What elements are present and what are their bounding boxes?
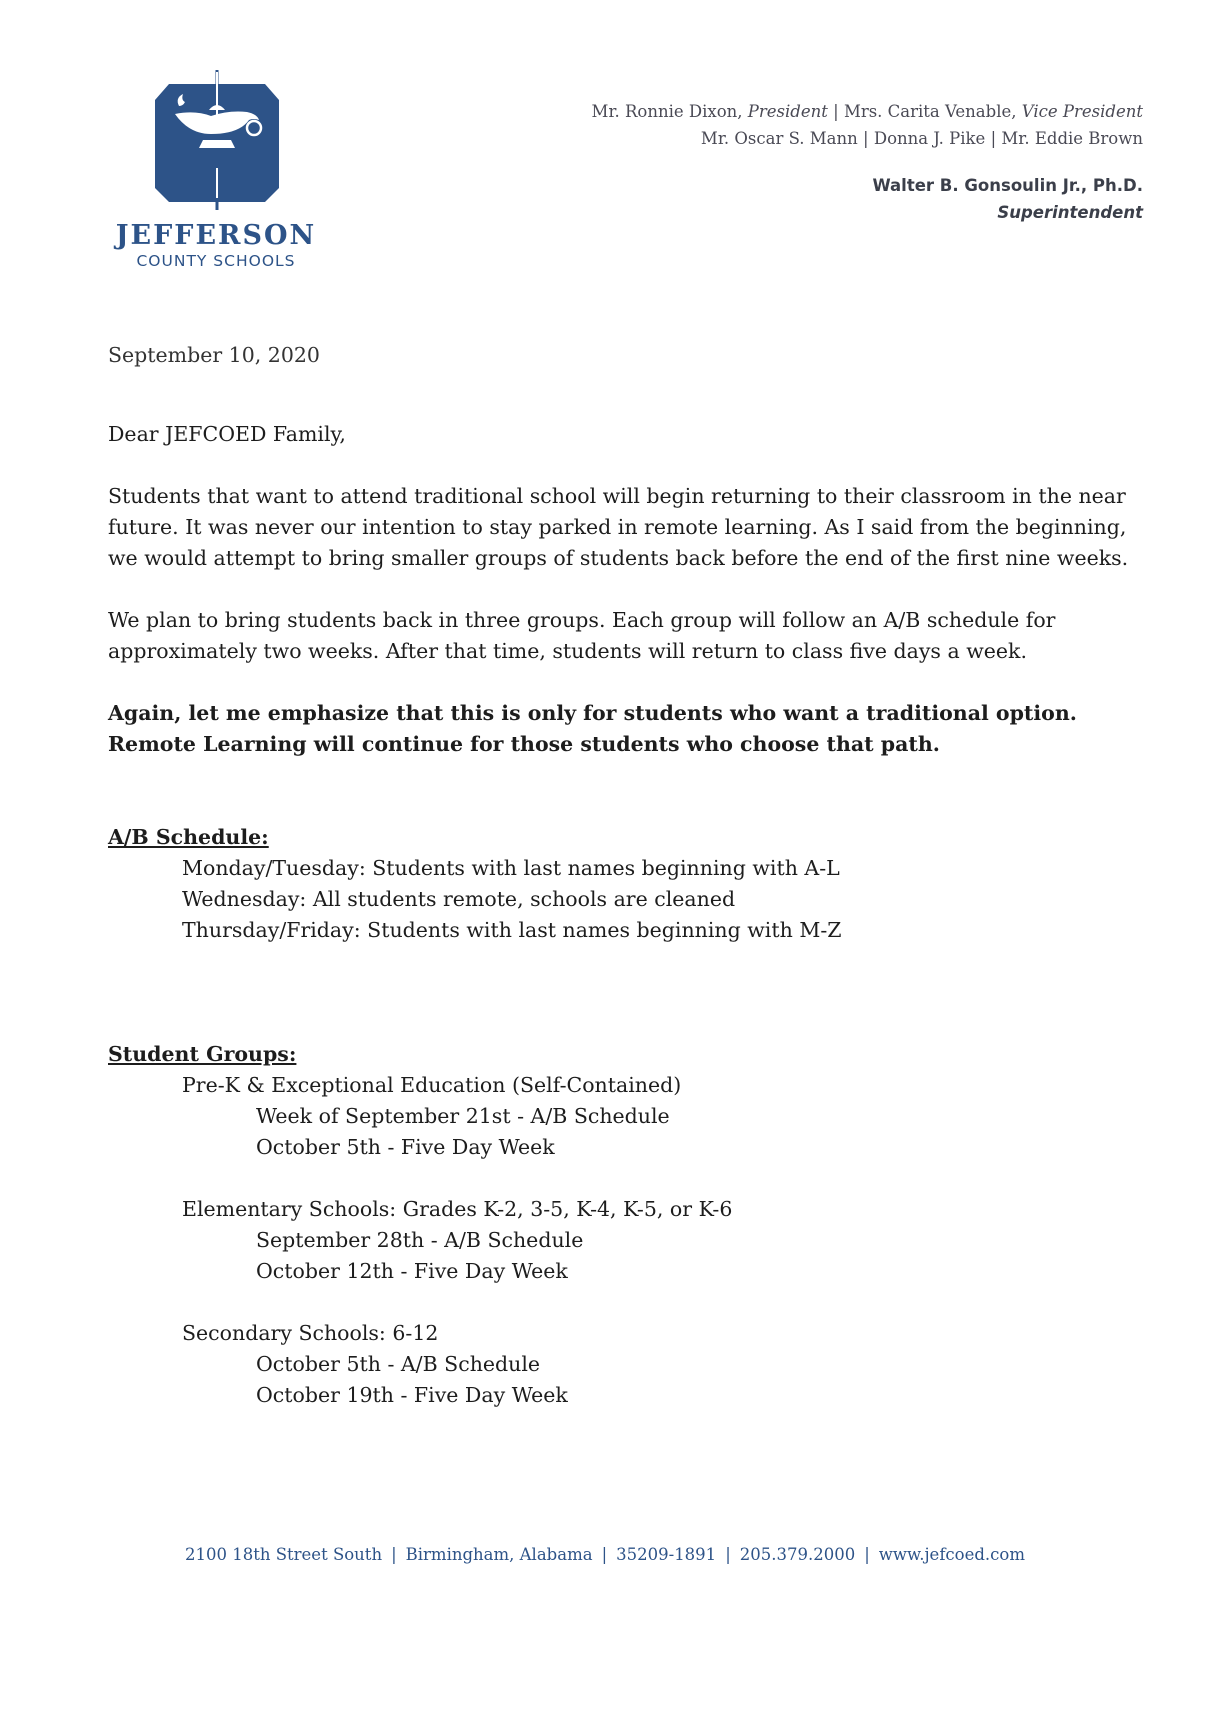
salutation: Dear JEFCOED Family, <box>108 422 346 446</box>
ab-schedule-heading: A/B Schedule: <box>108 825 269 849</box>
ab-schedule-item: Monday/Tuesday: Students with last names beginning with A-L <box>182 856 840 880</box>
separator: | <box>725 1545 731 1564</box>
separator: | <box>833 102 839 121</box>
paragraph-1: Students that want to attend traditional school will begin returning to their classroom in the near future. It was never our intention to stay parked in remote learning. As I said from the beginning, we would attempt to bring smaller groups of students back before the end of the first nine weeks. <box>108 484 1129 570</box>
group-date: Week of September 21st - A/B Schedule <box>256 1104 670 1128</box>
separator: | <box>990 129 997 148</box>
board-member-name: Donna J. Pike <box>873 129 986 148</box>
board-member-name: Mr. Oscar S. Mann <box>700 129 858 148</box>
board-line-2 <box>592 125 1143 152</box>
superintendent-name: Walter B. Gonsoulin Jr., Ph.D. <box>872 176 1143 195</box>
footer-zip: 35209-1891 <box>616 1545 717 1564</box>
paragraph-2: We plan to bring students back in three groups. Each group will follow an A/B schedule for approximately two weeks. After that time, students will return to class five days a week. <box>108 608 1056 663</box>
ab-schedule-item: Wednesday: All students remote, schools are cleaned <box>182 887 736 911</box>
group-name: Secondary Schools: 6-12 <box>182 1321 439 1345</box>
group-date: October 5th - A/B Schedule <box>256 1352 541 1376</box>
board-member-name: Mrs. Carita Venable, <box>843 102 1017 121</box>
ab-schedule-item: Thursday/Friday: Students with last names beginning with M-Z <box>182 918 842 942</box>
board-member-name: Mr. Ronnie Dixon, <box>591 102 743 121</box>
group-date: October 12th - Five Day Week <box>256 1259 568 1283</box>
logo-subtitle: COUNTY SCHOOLS <box>136 252 296 270</box>
paragraph-emphasis: Again, let me emphasize that this is only for students who want a traditional option. Remote Learning will continue for those students who choose that path. <box>108 701 1077 756</box>
student-groups-heading: Student Groups: <box>108 1042 297 1066</box>
group-date: September 28th - A/B Schedule <box>256 1228 584 1252</box>
group-date: October 19th - Five Day Week <box>256 1383 568 1407</box>
board-members <box>592 98 1143 152</box>
letter-body <box>108 340 1158 1411</box>
superintendent-title: Superintendent <box>997 203 1143 222</box>
board-member-title: President <box>747 102 828 121</box>
separator: | <box>391 1545 397 1564</box>
board-member-title: Vice President <box>1021 102 1143 121</box>
group-name: Pre-K & Exceptional Education (Self-Contained) <box>182 1073 682 1097</box>
footer-phone: 205.379.2000 <box>739 1545 856 1564</box>
group-date: October 5th - Five Day Week <box>256 1135 555 1159</box>
lamp-of-knowledge-icon <box>155 70 279 210</box>
separator: | <box>863 129 869 148</box>
board-member-name: Mr. Eddie Brown <box>1001 129 1143 148</box>
footer-address: 2100 18th Street South <box>184 1545 383 1564</box>
separator: | <box>864 1545 870 1564</box>
group-name: Elementary Schools: Grades K-2, 3-5, K-4, K-5, or K-6 <box>182 1197 733 1221</box>
board-line-1 <box>592 98 1143 125</box>
logo-name: JEFFERSON <box>115 220 317 251</box>
district-logo <box>105 70 327 270</box>
separator: | <box>601 1545 608 1564</box>
footer-city: Birmingham, Alabama <box>405 1545 593 1564</box>
footer-contact <box>0 1545 1210 1564</box>
superintendent-block <box>872 172 1143 226</box>
letter-date: September 10, 2020 <box>108 343 320 367</box>
footer-website-link[interactable]: www.jefcoed.com <box>878 1545 1025 1564</box>
